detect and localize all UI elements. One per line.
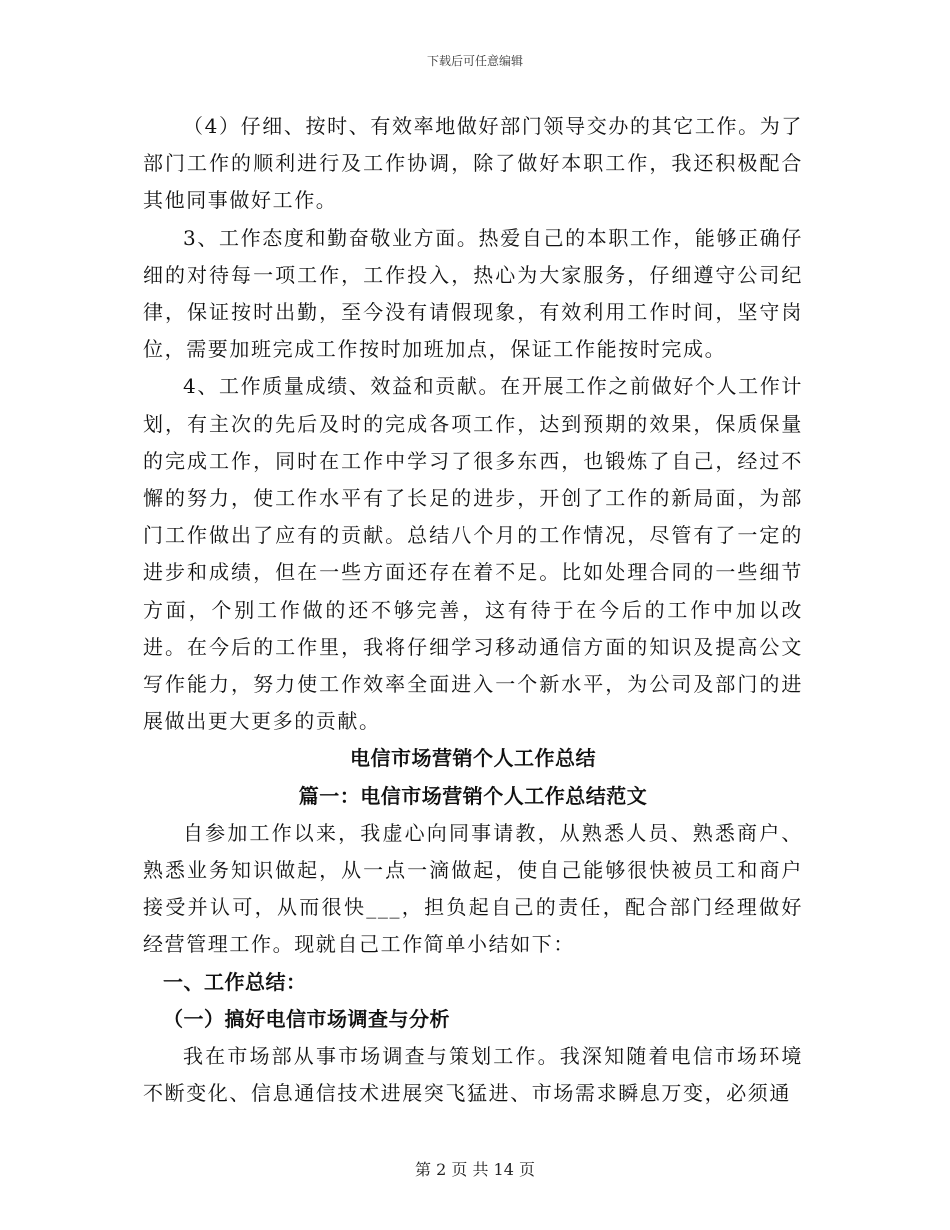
paragraph-work-quality: 4、工作质量成绩、效益和贡献。在开展工作之前做好个人工作计划，有主次的先后及时的完成各项工作，达到预期的效果，保质保量的完成工作，同时在工作中学习了很多东西，也锻炼了自己，经过不懈的努力，使工作水平有了长足的进步，开创了工作的新局面，为部门工作做出了应有的贡献。总结八个月的工作情况，尽管有了一定的进步和成绩，但在一些方面还存在着不足。比如处理合同的一些细节方面，个别工作做的还不够完善，这有待于在今后的工作中加以改进。在今后的工作里，我将仔细学习移动通信方面的知识及提高公文写作能力，努力使工作效率全面进入一个新水平，为公司及部门的进展做出更大更多的贡献。 [143,374,803,734]
document-body [143,108,803,1112]
paragraph-introduction: 自参加工作以来，我虚心向同事请教，从熟悉人员、熟悉商户、熟悉业务知识做起，从一点一滴做起，使自己能够很快被员工和商户接受并认可，从而很快___，担负起自己的责任，配合部门经理做好经营管理工作。现就自己工作简单小结如下： [143,820,803,957]
paragraph-work-attitude: 3、工作态度和勤奋敬业方面。热爱自己的本职工作，能够正确仔细的对待每一项工作，工作投入，热心为大家服务，仔细遵守公司纪律，保证按时出勤，至今没有请假现象，有效利用工作时间，坚守岗位，需要加班完成工作按时加班加点，保证工作能按时完成。 [143,225,803,362]
paragraph-work-item-4: （4）仔细、按时、有效率地做好部门领导交办的其它工作。为了部门工作的顺利进行及工作协调，除了做好本职工作，我还积极配合其他同事做好工作。 [143,114,803,213]
document-subtitle: 篇一：电信市场营销个人工作总结范文 [298,783,648,808]
page-footer: 第 2 页 共 14 页 [415,1160,535,1179]
document-title: 电信市场营销个人工作总结 [350,746,596,771]
subsection-heading-market-research: （一）搞好电信市场调查与分析 [163,1006,450,1031]
paragraph-market-research: 我在市场部从事市场调查与策划工作。我深知随着电信市场环境不断变化、信息通信技术进展突飞猛进、市场需求瞬息万变，必须通 [143,1044,803,1106]
page-header: 下载后可任意编辑 [426,54,523,68]
section-heading-work-summary: 一、工作总结： [163,969,307,994]
